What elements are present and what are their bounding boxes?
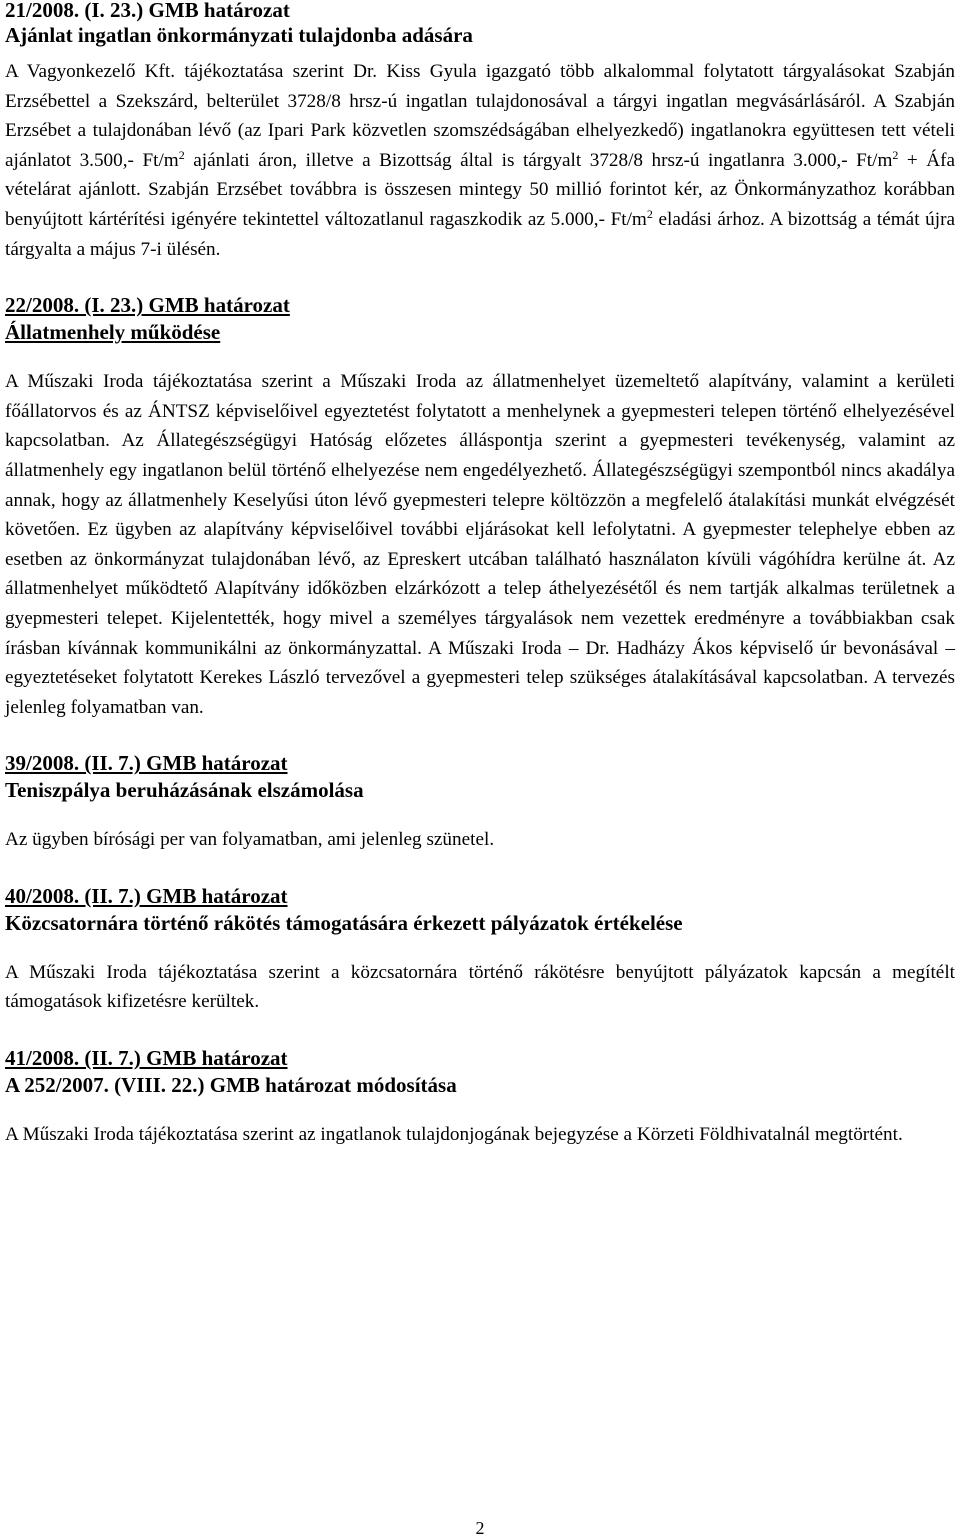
paragraph-text: A Műszaki Iroda tájékoztatása szerint az ingatlanok tulajdonjogának bejegyzése a Körzeti Földhivatalnál megtörtént. <box>5 1124 903 1146</box>
resolution-number: 21/2008. (I. 23.) GMB határozat <box>5 0 290 22</box>
section-39-2008 <box>5 749 955 855</box>
paragraph-text: A Műszaki Iroda tájékoztatása szerint a közcsatornára történő rákötésre benyújtott pályázatok kapcsán a megítélt támogatások kifizetésre kerültek. <box>5 961 955 1013</box>
paragraph-text: Az ügyben bírósági per van folyamatban, ami jelenleg szünetel. <box>5 829 495 851</box>
resolution-title: Közcsatornára történő rákötés támogatására érkezett pályázatok értékelése <box>5 910 683 935</box>
section-21-2008 <box>5 0 955 264</box>
document-page <box>5 0 955 1150</box>
section-paragraph <box>5 367 955 722</box>
resolution-title: A 252/2007. (VIII. 22.) GMB határozat módosítása <box>5 1073 457 1098</box>
resolution-title: Teniszpálya beruházásának elszámolása <box>5 778 364 803</box>
page-number: 2 <box>475 1518 485 1538</box>
section-22-2008 <box>5 291 955 722</box>
section-41-2008 <box>5 1044 955 1150</box>
resolution-number: 22/2008. (I. 23.) GMB határozat <box>5 293 290 318</box>
paragraph-text: A Műszaki Iroda tájékoztatása szerint a Műszaki Iroda az állatmenhelyet üzemeltető alapítvány, valamint a kerületi főállatorvos és az ÁNTSZ képviselőivel egyeztetést folytatott a menhelynek a gyepmesteri telepen történő elhelyezésével kapcsolatban. Az Állategészségügyi Hatóság előzetes álláspontja szerint a gyepmesteri tevékenység, valamint az állatmenhely egy ingatlanon belül történő elhelyezése nem engedélyezhető. Állategészségügyi szempontból nincs akadálya annak, hogy az állatmenhely Keselyűsi úton lévő gyepmesteri telepre költözzön a megfelelő átalakítási munkát elvégzését követően. Ez ügyben az alapítvány képviselőivel további eljárásokat kell lefolytatni. A gyepmester telephelye ebben az esetben az önkormányzat tulajdonában lévő, az Epreskert utcában található használaton kívüli vágóhídra kerülne át. Az állatmenhelyet működtető Alapítvány időközben elzárkózott a telep áthelyezésétől és nem tartják alkalmas területnek a gyepmesteri telepet. Kijelentették, hogy mivel a személyes tárgyalások nem vezettek eredményre a továbbiakban csak írásban kívánnak kommunikálni az önkormányzattal. A Műszaki Iroda – Dr. Hadházy Ákos képviselő úr bevonásával – egyeztetéseket folytatott Kerekes László tervezővel a gyepmesteri telep szükséges átalakításával kapcsolatban. A tervezés jelenleg folyamatban van. <box>5 371 955 718</box>
superscript-exponent: 2 <box>892 147 899 162</box>
resolution-number: 41/2008. (II. 7.) GMB határozat <box>5 1046 288 1071</box>
paragraph-text: ajánlati áron, illetve a Bizottság által is tárgyalt 3728/8 hrsz-ú ingatlanra 3.000,- Ft/m <box>184 149 893 171</box>
resolution-number: 40/2008. (II. 7.) GMB határozat <box>5 883 288 908</box>
resolution-number: 39/2008. (II. 7.) GMB határozat <box>5 751 288 776</box>
section-paragraph <box>5 57 955 264</box>
section-40-2008 <box>5 882 955 1017</box>
superscript-exponent: 2 <box>178 147 185 162</box>
paragraph-text: A Vagyonkezelő Kft. tájékoztatása szerint Dr. Kiss Gyula igazgató több alkalommal folytatott tárgyalásokat Szabján Erzsébettel a Szekszárd, belterület 3728/8 hrsz-ú ingatlan tulajdonosával a tárgyi ingatlan megvásárlásáról. A Szabján Erzsébet a tulajdonában lévő (az Ipari Park közvetlen szomszédságában elhelyezkedő) ingatlanokra együttesen tett vételi ajánlatot 3.500,- Ft/m <box>5 61 955 171</box>
section-paragraph <box>5 825 955 855</box>
resolution-title: Ajánlat ingatlan önkormányzati tulajdonba adására <box>5 23 473 47</box>
section-paragraph <box>5 958 955 1017</box>
section-paragraph <box>5 1120 955 1150</box>
superscript-exponent: 2 <box>646 206 653 221</box>
paragraph-text: + Áfa vételárat ajánlott. Szabján Erzsébet továbbra is összesen mintegy 50 millió forintot kér, az Önkormányzathoz korábban benyújtott kártérítési igényére tekintettel változatlanul ragaszkodik az 5.000,- Ft/m <box>5 149 955 230</box>
paragraph-text: eladási árhoz. A bizottság a témát újra tárgyalta a május 7-i ülésén. <box>5 208 955 260</box>
resolution-title: Állatmenhely működése <box>5 320 221 345</box>
